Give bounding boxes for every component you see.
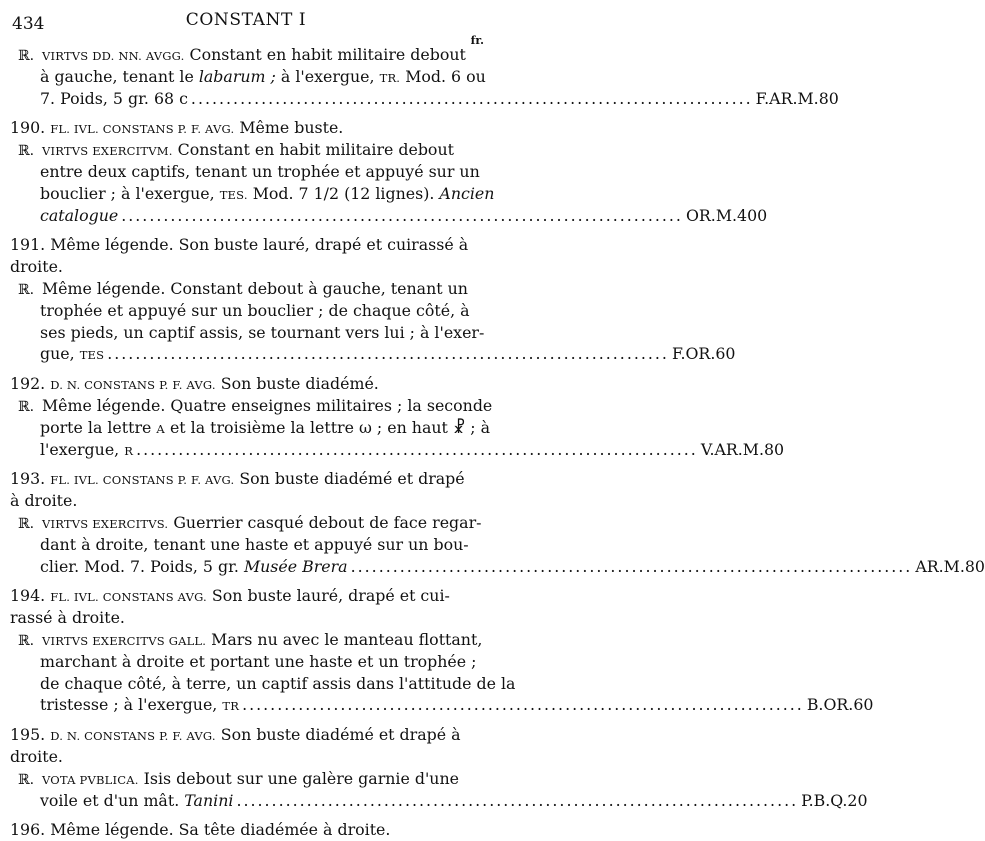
text-line [10, 373, 488, 395]
coin-entry [10, 585, 488, 629]
reverse-symbol: ℝ. [18, 48, 35, 64]
rarity-metal-code: V.AR.M. [700, 439, 764, 459]
legend-small-caps: TES. [219, 187, 248, 202]
text-line [10, 790, 868, 812]
text-line [10, 256, 488, 278]
text-run: clier. Mod. 7. Poids, 5 gr. [40, 556, 244, 576]
text-line [10, 205, 768, 227]
text-run: ses pieds, un captif assis, se tournant vers lui ; à l'exer- [40, 322, 485, 342]
rarity-metal-code: OR.M. [685, 205, 738, 225]
text-line [10, 88, 839, 110]
price-value: 80 [964, 556, 985, 576]
text-line [10, 512, 488, 534]
reverse-symbol: ℝ. [18, 281, 35, 298]
reverse-description [10, 139, 768, 226]
line-text [18, 630, 482, 649]
coin-entry [10, 819, 488, 841]
text-run: à l'exergue, [275, 66, 380, 86]
text-line [10, 819, 488, 841]
text-line [10, 343, 736, 365]
legend-small-caps: VIRTVS DD. NN. AVGG. [42, 49, 185, 63]
text-line [10, 161, 488, 183]
legend-small-caps: FL. IVL. CONSTANS P. F. AVG. [50, 473, 235, 488]
line-text [18, 279, 468, 298]
text-line [10, 673, 516, 695]
legend-small-caps: VOTA PVBLICA. [42, 772, 139, 787]
text-run: 7. Poids, 5 gr. 68 c [40, 88, 188, 108]
text-run: Son buste diadémé. [215, 374, 379, 394]
text-line [10, 322, 488, 344]
price-value: 400 [737, 205, 768, 225]
text-line [10, 629, 488, 651]
text-line [10, 44, 488, 66]
line-text [40, 343, 104, 367]
text-run: Mod. 6 ou [400, 66, 486, 86]
text-run: l'exergue, [40, 439, 125, 459]
reverse-symbol: ℝ. [18, 515, 35, 532]
price-value: 20 [847, 790, 868, 810]
text-run: tristesse ; à l'exergue, [40, 695, 223, 715]
line-text [10, 374, 379, 393]
text-line [10, 607, 488, 629]
page-header [0, 6, 492, 47]
line-text [40, 790, 233, 812]
price-value: 80 [818, 88, 839, 108]
text-run: gue, [40, 344, 80, 364]
entry-gap [10, 109, 488, 117]
catalogue-body [10, 44, 985, 841]
reverse-description [10, 512, 985, 577]
line-text [18, 513, 481, 532]
text-line [10, 183, 495, 205]
coin-entry [10, 117, 488, 139]
line-text [10, 820, 390, 839]
text-run: Son buste lauré, drapé et cui- [206, 586, 450, 606]
text-run: Même légende. Quatre enseignes militaires ; la seconde [42, 395, 493, 415]
text-run: dant à droite, tenant une haste et appuyé sur un bou- [40, 534, 469, 554]
text-line [10, 768, 488, 790]
text-run: 190. [10, 118, 51, 138]
rarity-metal-code: P.B.Q. [801, 790, 848, 810]
line-text [40, 205, 118, 227]
price-column-unit: fr. [470, 34, 484, 47]
text-run: Constant en habit militaire debout [172, 140, 454, 160]
page-number: 434 [12, 14, 45, 34]
text-run: porte la lettre [40, 417, 157, 437]
line-text [18, 396, 492, 415]
text-run: 196. Même légende. Sa tête diadémée à droite. [10, 820, 391, 840]
text-line [10, 66, 488, 88]
reverse-description [10, 44, 839, 109]
line-text [10, 469, 465, 488]
text-run: voile et d'un mât. [40, 790, 185, 810]
reverse-description [10, 395, 785, 460]
rarity-metal-code: F.OR. [671, 344, 716, 364]
text-run: Son buste diadémé et drapé [234, 469, 465, 489]
reverse-description [10, 768, 868, 812]
line-text [10, 586, 450, 605]
text-run: à gauche, tenant le [40, 66, 199, 86]
legend-small-caps: VIRTVS EXERCITVS. [42, 516, 169, 531]
text-line [10, 439, 785, 461]
price-value: 60 [853, 695, 874, 715]
rarity-metal-code: AR.M. [915, 556, 965, 576]
line-text [40, 67, 486, 86]
italic-text: Tanini [184, 790, 234, 810]
entry-gap [10, 226, 488, 234]
text-run: marchant à droite et portant une haste et un trophée ; [40, 651, 477, 671]
text-line [10, 724, 488, 746]
text-run: rassé à droite. [10, 608, 125, 628]
reverse-symbol: ℝ. [18, 398, 35, 415]
line-text [18, 140, 454, 159]
leader-dots: ................................................................................ [350, 556, 913, 576]
text-run: Isis debout sur une galère garnie d'une [138, 768, 460, 788]
line-text [40, 301, 470, 320]
legend-small-caps: TR. [379, 70, 401, 85]
text-line [10, 556, 985, 578]
text-run: 191. Même légende. Son buste lauré, drapé et cuirassé à [10, 235, 469, 255]
line-text [18, 45, 466, 64]
leader-dots: ................................................................................ [121, 205, 683, 225]
entry-gap [10, 811, 488, 819]
text-run: Guerrier casqué debout de face regar- [168, 512, 482, 532]
line-text [40, 556, 348, 578]
text-line [10, 417, 491, 439]
line-text [10, 118, 343, 137]
line-text [10, 608, 125, 627]
line-text [40, 162, 480, 181]
text-run: droite. [10, 746, 63, 766]
leader-dots: ................................................................................ [136, 439, 698, 459]
leader-dots: ................................................................................ [107, 344, 669, 364]
text-line [10, 585, 488, 607]
reverse-symbol: ℝ. [18, 143, 35, 160]
line-text [40, 184, 494, 203]
legend-small-caps: R [124, 443, 134, 458]
coin-entry [10, 724, 488, 768]
leader-dots: ................................................................................ [242, 695, 804, 715]
text-run: Constant en habit militaire debout [184, 45, 466, 64]
text-run: de chaque côté, à terre, un captif assis dans l'attitude de la [40, 673, 516, 693]
text-line [10, 746, 488, 768]
italic-text: catalogue [40, 205, 119, 225]
line-text [10, 747, 63, 766]
text-run: Même buste. [234, 118, 344, 138]
reverse-description [10, 278, 736, 365]
text-run: entre deux captifs, tenant un trophée et appuyé sur un [40, 161, 480, 181]
line-text [40, 88, 188, 110]
text-run: 193. [10, 469, 51, 489]
italic-text: labarum ; [198, 66, 276, 86]
legend-small-caps: D. N. CONSTANS P. F. AVG. [50, 378, 216, 393]
text-line [10, 117, 488, 139]
reverse-symbol: ℝ. [18, 632, 35, 649]
reverse-symbol: ℝ. [18, 771, 35, 788]
text-line [10, 234, 488, 256]
price-value: 60 [715, 344, 736, 364]
text-run: à droite. [10, 491, 78, 511]
italic-text: Musée Brera [243, 556, 348, 576]
text-line [10, 139, 488, 161]
text-line [10, 395, 493, 417]
text-run: Mod. 7 1/2 (12 lignes). [247, 183, 440, 203]
text-line [10, 534, 488, 556]
price-value: 80 [764, 439, 785, 459]
text-run: Même légende. Constant debout à gauche, tenant un [42, 278, 468, 298]
line-text [40, 652, 476, 671]
text-line [10, 651, 488, 673]
legend-small-caps: TR [222, 699, 240, 714]
line-text [10, 491, 77, 510]
text-run: trophée et appuyé sur un bouclier ; de chaque côté, à [40, 300, 470, 320]
text-run: et la troisième la lettre ω ; en haut ☧ ; à [164, 417, 491, 437]
legend-small-caps: TES [79, 348, 105, 363]
reverse-description [10, 629, 874, 716]
line-text [10, 257, 63, 276]
running-title: CONSTANT I [185, 10, 307, 30]
line-text [10, 235, 468, 254]
leader-dots: ................................................................................ [190, 88, 753, 108]
text-line [10, 300, 488, 322]
leader-dots: ................................................................................ [236, 790, 799, 810]
line-text [10, 725, 461, 744]
text-run: droite. [10, 257, 63, 277]
legend-small-caps: A [156, 421, 165, 436]
line-text [18, 769, 459, 788]
line-text [40, 323, 484, 342]
text-run: bouclier ; à l'exergue, [40, 183, 220, 203]
legend-small-caps: VIRTVS EXERCITVS GALL. [42, 633, 207, 648]
text-run: 192. [10, 374, 51, 394]
text-line [10, 490, 488, 512]
rarity-metal-code: B.OR. [806, 695, 854, 715]
coin-entry [10, 373, 488, 395]
legend-small-caps: FL. IVL. CONSTANS AVG. [50, 590, 207, 605]
text-line [10, 694, 874, 716]
coin-entry [10, 468, 488, 512]
legend-small-caps: D. N. CONSTANS P. F. AVG. [50, 729, 216, 744]
entry-gap [10, 577, 488, 585]
text-line [10, 278, 488, 300]
line-text [40, 418, 490, 437]
line-text [40, 674, 515, 693]
legend-small-caps: VIRTVS EXERCITVM. [42, 144, 173, 159]
text-run: Son buste diadémé et drapé à [215, 725, 461, 745]
line-text [40, 694, 239, 718]
coin-entry [10, 234, 488, 278]
italic-text: Ancien [439, 183, 495, 203]
text-run: Mars nu avec le manteau flottant, [206, 629, 483, 649]
line-text [40, 439, 133, 463]
line-text [40, 535, 469, 554]
text-line [10, 468, 488, 490]
text-run: 194. [10, 586, 51, 606]
legend-small-caps: FL. IVL. CONSTANS P. F. AVG. [50, 122, 235, 137]
rarity-metal-code: F.AR.M. [755, 88, 819, 108]
text-run: 195. [10, 725, 51, 745]
